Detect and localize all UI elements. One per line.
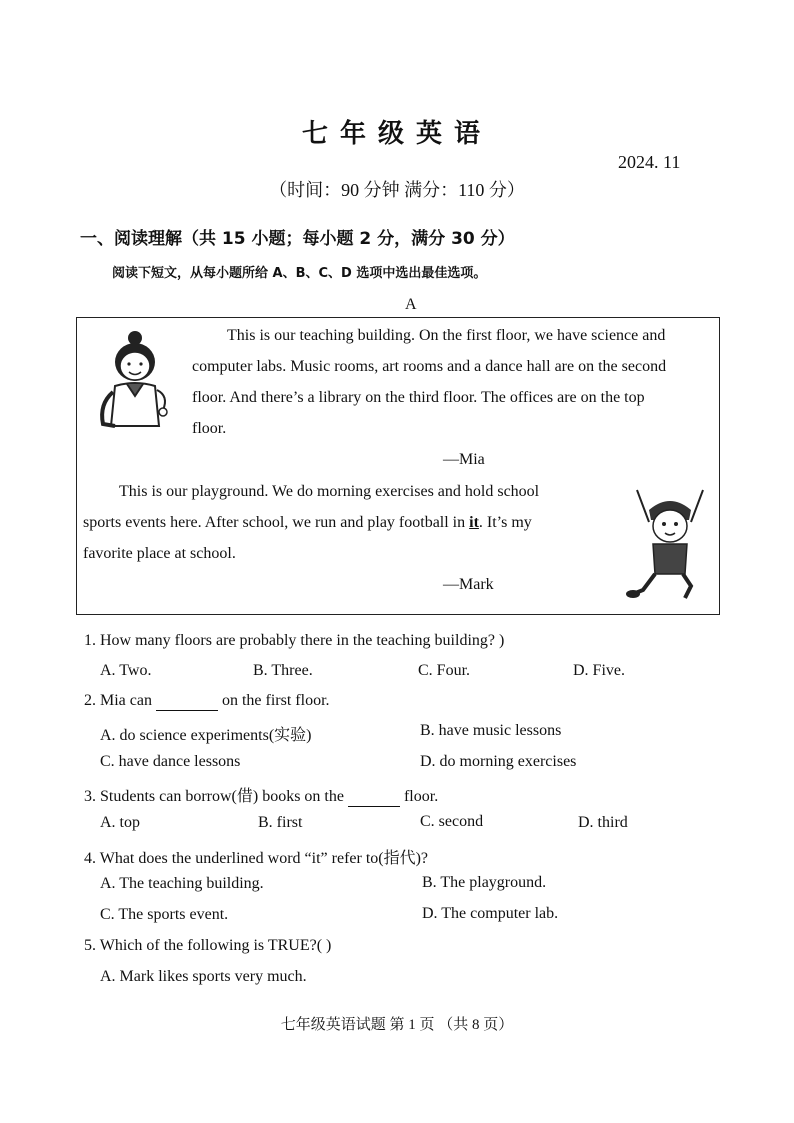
q1-option-a: A. Two. <box>100 662 152 679</box>
exam-date: 2024. 11 <box>618 152 681 172</box>
answer-blank <box>348 788 400 807</box>
mia-signature: —Mia <box>443 451 485 468</box>
q2-stem-end: on the first floor. <box>217 692 330 709</box>
q1-option-b: B. Three. <box>253 662 313 679</box>
question-5: 5. Which of the following is TRUE?( ) <box>84 937 332 954</box>
question-3 <box>84 783 438 807</box>
q3-option-d: D. third <box>578 814 628 831</box>
mark-line-1: This is our playground. We do morning exercises and hold school <box>119 483 540 500</box>
girl-illustration <box>85 326 185 436</box>
mia-line-1: This is our teaching building. On the first floor, we have science and <box>227 327 666 344</box>
q4-option-b: B. The playground. <box>422 874 547 891</box>
passage-box <box>76 317 720 615</box>
page-footer: 七年级英语试题 第 1 页 （共 8 页） <box>280 1017 514 1033</box>
mark-line-3: favorite place at school. <box>83 545 236 562</box>
answer-blank <box>156 692 218 711</box>
q3-stem-end: floor. <box>399 788 439 805</box>
mia-line-3: floor. And there’s a library on the third floor. The offices are on the top <box>192 389 645 406</box>
q3-stem-start: 3. Students can borrow(借) books on the <box>84 788 348 805</box>
question-2 <box>84 692 330 711</box>
page-title: 七年级英语 <box>301 119 492 149</box>
section-heading: 一、阅读理解（共 15 小题；每小题 2 分，满分 30 分） <box>80 229 515 249</box>
mark-line-2-end: . It’s my <box>478 514 532 531</box>
q3-option-c: C. second <box>420 813 484 830</box>
question-1: 1. How many floors are probably there in the teaching building? ) <box>84 632 505 649</box>
q4-option-d: D. The computer lab. <box>422 905 559 922</box>
question-4: 4. What does the underlined word “it” refer to(指代)? <box>84 850 429 867</box>
q4-option-a: A. The teaching building. <box>100 875 264 892</box>
q3-option-a: A. top <box>100 814 140 831</box>
underlined-word: it <box>469 514 479 531</box>
q4-option-c: C. The sports event. <box>100 906 229 923</box>
mia-line-2: computer labs. Music rooms, art rooms and a dance hall are on the second <box>192 358 667 375</box>
q1-option-c: C. Four. <box>418 662 471 679</box>
exam-info: （时间：90 分钟 满分：110 分） <box>269 180 525 200</box>
q5-option-a: A. Mark likes sports very much. <box>100 968 307 985</box>
q2-option-a: A. do science experiments(实验) <box>100 727 312 744</box>
q2-option-b: B. have music lessons <box>420 722 562 739</box>
passage-label: A <box>405 296 417 313</box>
q1-option-d: D. Five. <box>573 662 625 679</box>
q2-stem-start: 2. Mia can <box>84 692 156 709</box>
q3-option-b: B. first <box>258 814 303 831</box>
mark-line-2-text: sports events here. After school, we run and play football in <box>83 514 470 531</box>
q2-option-d: D. do morning exercises <box>420 753 577 770</box>
boy-illustration <box>625 486 715 601</box>
q2-option-c: C. have dance lessons <box>100 753 241 770</box>
mia-line-4: floor. <box>192 420 227 437</box>
section-instruction: 阅读下短文，从每小题所给 A、B、C、D 选项中选出最佳选项。 <box>112 266 487 281</box>
mark-signature: —Mark <box>443 576 494 593</box>
mark-line-2 <box>83 507 532 538</box>
